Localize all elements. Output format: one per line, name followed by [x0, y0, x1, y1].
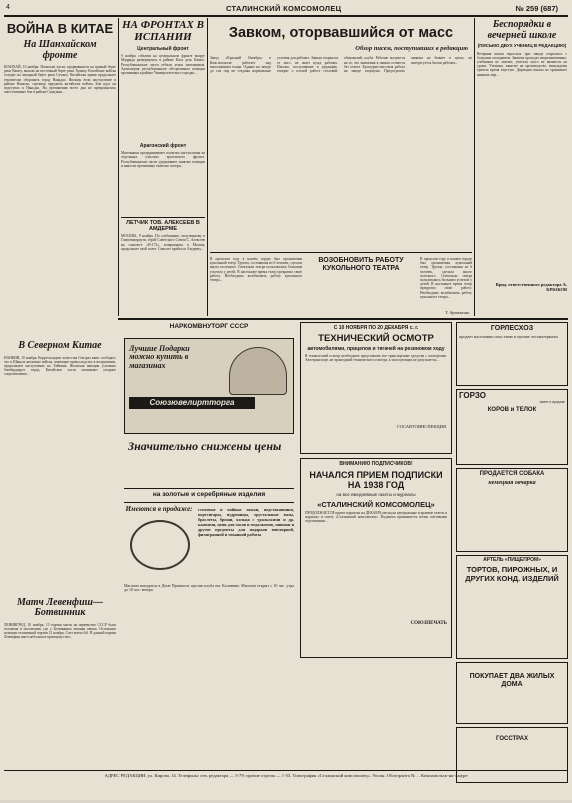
puppet-theatre-article — [210, 252, 472, 316]
central-front-text: 9 ноября события на центральном фронте вокруг Мадрида развернулись в районе Каса дель Кампо. Республиканские части отбили атаки мятежников. Артиллерия республиканцев обстреливала позиции противника в районе Университетского городка... — [121, 54, 206, 75]
dog-sale-title: ПРОДАЕТСЯ СОБАКА — [479, 471, 545, 477]
footer-rule — [4, 770, 568, 771]
gorzo-title: ГОРЗО — [459, 391, 487, 400]
evening-school-subhead: (ПИСЬМО ДВУХ УЧЕНИЦ В РЕДАКЦИЮ) — [477, 43, 567, 48]
paper-name: СТАЛИНСКИЙ КОМСОМОЛЕЦ — [226, 4, 342, 13]
column-divider — [207, 18, 208, 316]
china-war-headline: ВОЙНА В КИТАЕ — [6, 21, 114, 36]
ads-top-rule — [118, 318, 568, 320]
inspection-subtitle: автомобилями, прицепов и тягачей на резиновом ходу — [307, 345, 445, 352]
puppet-theatre-signature: Т. Артемова. — [445, 310, 470, 315]
subscription-line: на все ежедневные газеты и журналы — [336, 492, 416, 497]
north-china-title: В Северном Китае — [18, 340, 102, 351]
artel-products: ТОРТОВ, ПИРОЖНЫХ, И ДРУГИХ КОНД. ИЗДЕЛИЙ — [465, 565, 559, 583]
gosstrakh-title: ГОССТРАХ — [496, 736, 528, 742]
inspection-dates: С 10 НОЯБРЯ ПО 20 ДЕКАБРЯ с. г. — [333, 325, 419, 331]
main-article-text: Завод «Красный Октябрь» в Комсомольске работает над выполнением плана. Однако на заводе до сих пор не созданы нормальные условия для рабочих. Завком оторвался от масс, не знает нужд рабочих. Письма, поступившие в редакцию, говорят о плохой работе столовой, общежитий, клуба. Рабочие жалуются на то, что заявления в завком остаются без ответа. Культурно-массовая работа на заводе запущена. Председатель завкома не бывает в цехах, не интересуется бытом рабочих... — [210, 56, 473, 73]
soyuzyuvelirtorg-brand: Союзювелиртторга — [129, 397, 255, 409]
main-article-headline: Завком, оторвавшийся от масс — [228, 25, 454, 41]
gifts-banner-title: Лучшие Подарки можно купить в магазинах — [129, 344, 190, 370]
subscription-text: ПРОДОЛЖАЕТСЯ прием подписки на ДЕКАБРЬ месяц на центральные и краевые газеты и журналы и газету «Сталинский комсомолец». Подписка принимается всеми почтовыми отделениями... — [305, 511, 448, 524]
subscription-title: НАЧАЛСЯ ПРИЕМ ПОДПИСКИ НА 1938 ГОД — [309, 470, 443, 490]
prices-reduced-banner: Значительно снижены цены — [128, 439, 282, 453]
cows-heifers: КОРОВ и ТЕЛОК — [487, 407, 537, 414]
north-china-text: НАНКИН, 10 ноября. Корреспондент агентства Сентрал ньюс сообщает, что в Шаньси японские войска, имеющие превосходство в вооружении, продолжают наступление на Тайюань. Японская авиация усиленно бомбардирует город. Китайские части оказывают упорное сопротивление... — [4, 355, 117, 377]
main-article-subhead: Обзор писем, поступивших в редакцию — [355, 44, 468, 52]
gorzo-ad — [456, 389, 568, 465]
artel-ad — [456, 555, 568, 659]
column-divider — [474, 18, 475, 316]
shanghai-front-title: На Шанхайском фронте — [23, 39, 97, 61]
puppet-theatre-text: В прошлом году в нашем городе был организован кукольный театр. Труппа, состоявшая из 6 человек, сделала много полезного. Спектакли театра пользовались большим успехом у детей. В настоящее время театр прекратил свою работу. Необходимо возобновить работу кукольного театра... — [210, 257, 303, 283]
puppet-theatre-headline: ВОЗОБНОВИТЬ РАБОТУ КУКОЛЬНОГО ТЕАТРА — [318, 257, 404, 272]
soyuzpechat-sign: СОЮЗПЕЧАТЬ — [410, 621, 447, 626]
dog-sale-ad — [456, 468, 568, 552]
gosavtoinspektsiya-sign: ГОСАВТОИНСПЕКЦИЯ. — [397, 423, 447, 429]
items-list: столовые и чайные ложки, подстаканники, портсигары, пудреницы, хрустальные вазы, браслеты, броши, кольца с уральскими и др. камнями, цепи для часов и медальонов, запонки и другие предметы для подарков ювелирной, филигранной и чеканной работы — [198, 507, 296, 537]
dog-breed: немецкая овчарка — [488, 480, 536, 486]
narkomvnutorg-label: НАРКОМВНУТОРГ СССР — [169, 323, 249, 330]
inspection-title: ТЕХНИЧЕСКИЙ ОСМОТР — [318, 333, 434, 344]
page-number: 4 — [6, 4, 10, 11]
subscriber-notice: ВНИМАНИЮ ПОДПИСЧИКОВ! — [339, 461, 413, 467]
gifts-banner — [124, 338, 294, 434]
spain-headline: НА ФРОНТАХ В ИСПАНИИ — [122, 19, 204, 43]
jewelry-illustration — [229, 347, 287, 395]
pilot-alekseev-title: ЛЕТЧИК ТОВ. АЛЕКСЕЕВ В АМДЕРМЕ — [121, 217, 205, 232]
subscription-ad — [300, 458, 452, 658]
main-article — [210, 20, 472, 250]
editor-signature: Врид. ответственного редактора А. КРЮКОВ — [495, 281, 567, 292]
chess-match-text: ЛЕНИНГРАД, 10 ноября. 13 партия матча на первенство СССР была отложена в положении, где у Ботвинника лишняя пешка. Остальные позиции отложенной партии 12 ноября. Счет матча 6:6. В данной партии Левенфиш имел небольшое преимущество... — [4, 622, 117, 640]
gorleskhoz-ad — [456, 322, 568, 386]
masthead-rule — [4, 15, 568, 17]
footer-imprint: АДРЕС РЕДАКЦИИ: ул. Кирова, 14. Телефоны: отв. редактора — 5-79; прочие отделы — 1-53. Типография «Сталинский комсомолец». Уполн. Облгорлита № ... Комсомольск-на-Амуре — [104, 773, 468, 778]
puppet-theatre-text-cont: В прошлом году в нашем городе был организован кукольный театр. Труппа, состоявшая из 6 человек, сделала много полезного. Спектакли театра пользовались большим успехом у детей. В настоящее время театр прекратил свою работу. Необходимо возобновить работу кукольного театра... — [420, 257, 473, 299]
column-china-war — [4, 18, 116, 768]
gorzo-text: имеет в продаже — [539, 400, 565, 404]
classified-ads — [456, 322, 568, 766]
on-sale-heading: Имеются в продаже: — [125, 505, 193, 513]
gold-silver-line: на золотые и серебряные изделия — [124, 488, 294, 503]
subscription-paper-name: «СТАЛИНСКИЙ КОМСОМОЛЕЦ» — [317, 499, 435, 509]
shanghai-front-text: ШАНХАЙ, 10 ноября. Японские части, прорвавшиеся на правый берег реки Вампу, вышли на восточный берег реки Хуанпу. Китайские войска отходят на западный берег реки Сучжоу. Китайская армия продолжает героически оборонять город Наньдао. Японцы вели наступление в районе Наньтао, стремясь окружить китайские войска. Бои идут на подступах к Наньдао. На протяжении всего дня не прекращались ожесточенные бои в районе Сунцзяна... — [4, 65, 117, 95]
ring-illustration — [130, 520, 190, 570]
gorleskhoz-text: продает населению сено хвою и прочие лесоматериалы — [459, 334, 558, 339]
evening-school-text: Вечерняя школа взрослых при заводе открылась с большим опозданием. Занятия проходят неорганизованно, учебников не хватает, учителя часто не являются на уроки. Ученики, занятые на производстве, вынуждены тратить время впустую. Дирекция школы не принимает никаких мер... — [477, 51, 568, 77]
technical-inspection-ad — [300, 322, 452, 454]
central-front-title: Центральный фронт — [137, 46, 189, 53]
jewelry-ad — [120, 322, 298, 766]
inspection-text: В технический осмотр необходимо представлять все транспортные средства с паспортами. Автотранспорт, не прошедший технического осмотра, к эксплуатации не допускается... — [305, 353, 448, 362]
column-spain — [121, 20, 205, 316]
issue-number: № 259 (687) — [515, 4, 558, 13]
pilot-alekseev-text: МОСКВА, 9 ноября. По сообщению, полученному в Главсевморпути, герой Советского Союза С. Алексеев на самолете «Н-172», возвращаясь в Москву, продолжает свой полет. Самолет прибыл в Амдерму... — [121, 234, 206, 251]
evening-school-article — [477, 20, 567, 316]
gorleskhoz-title: ГОРЛЕСХОЗ — [490, 325, 534, 332]
store-info: Магазин находится в Доме Промкооп, против клуба им. Калинина. Магазин открыт с 10 час. утра до 10 час. вечера. — [124, 583, 295, 593]
evening-school-headline: Беспорядки в вечерней школе — [487, 19, 557, 41]
aragon-front-title: Арагонский фронт — [139, 143, 187, 150]
aragon-front-text: Мятежники предпринимают попытки наступления на отдельных участках арагонского фронта. Республиканские части удерживают занятые позиции и нанесли противнику тяжелые потери... — [121, 151, 206, 168]
buy-houses-title: ПОКУПАЕТ ДВА ЖИЛЫХ ДОМА — [469, 673, 555, 688]
masthead — [6, 3, 566, 15]
artel-name: АРТЕЛЬ «ПИЩЕПРОМ» — [483, 557, 541, 563]
column-divider — [118, 18, 119, 316]
chess-match-title: Матч Левенфиш— Ботвинник — [17, 596, 103, 618]
buy-houses-ad — [456, 662, 568, 724]
